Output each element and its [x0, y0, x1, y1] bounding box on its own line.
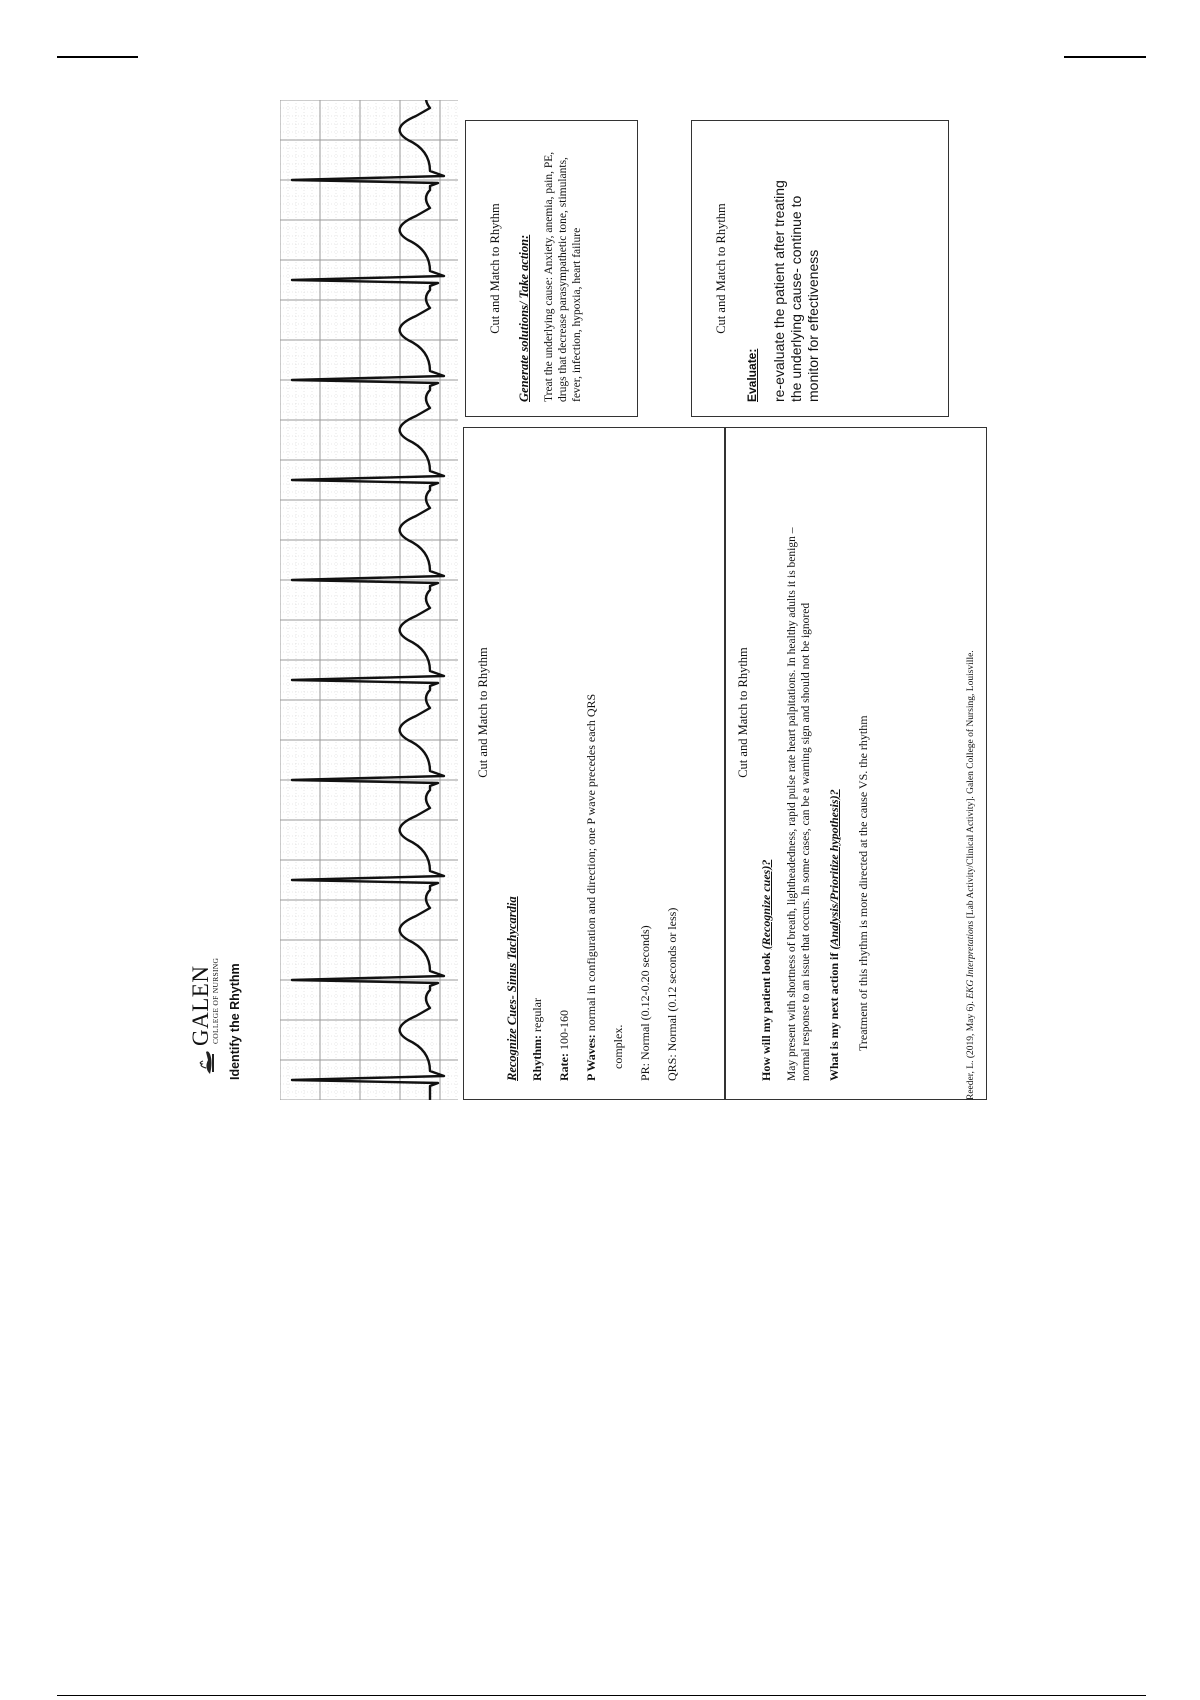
recognize-cues-card	[463, 427, 725, 1100]
logo-wordmark: GALEN	[188, 965, 213, 1046]
recognize-cues-cue: (Recognize cues)?	[759, 859, 773, 950]
pwaves-label: P Waves:	[584, 1034, 598, 1081]
analyze-card	[725, 427, 987, 1100]
galen-logo	[190, 930, 222, 1080]
card-heading: Evaluate:	[745, 348, 759, 402]
ekg-rhythm-strip	[280, 100, 458, 1100]
pwaves-continued: complex.	[611, 1024, 625, 1069]
rotated-worksheet	[190, 100, 990, 1100]
patient-presentation: May present with shortness of breath, lightheadedness, rapid pulse rate heart palpitations. In healthy adults it is benign – normal response to an issue that occurs. In some cases, can be a warning sign and should not be ignored	[786, 527, 812, 1081]
evaluate-card	[691, 120, 949, 417]
card-tag: Cut and Match to Rhythm	[736, 647, 750, 778]
question-next-action: What is my next action if	[827, 949, 841, 1081]
citation-prefix: Reeder, L. (2019, May 6).	[966, 998, 976, 1100]
rhythm-label: Rhythm:	[530, 1034, 544, 1081]
card-tag: Cut and Match to Rhythm	[714, 203, 728, 334]
question-patient-look: How will my patient look	[759, 949, 773, 1081]
pr-interval: PR: Normal (0.12-0.20 seconds)	[638, 925, 652, 1081]
rate-value: 100-160	[557, 1010, 571, 1051]
card-tag: Cut and Match to Rhythm	[476, 647, 490, 778]
worksheet-heading: Identify the Rhythm	[228, 963, 242, 1080]
generate-solutions-card	[465, 120, 638, 417]
top-left-rule	[57, 56, 138, 58]
qrs-duration: QRS: Normal (0.12 seconds or less)	[665, 907, 679, 1081]
citation-title: EKG Interpretations	[966, 920, 976, 999]
card-heading: Recognize Cues- Sinus Tachycardia	[505, 896, 519, 1081]
logo-subtitle: COLLEGE OF NURSING	[211, 957, 220, 1044]
card-heading: Generate solutions/ Take action:	[517, 234, 531, 402]
card-tag: Cut and Match to Rhythm	[488, 203, 502, 334]
citation-suffix: [Lab Activity/Clinical Activity]. Galen College of Nursing, Louisville.	[966, 650, 976, 921]
pwaves-value: normal in configuration and direction; one P wave precedes each QRS	[584, 693, 598, 1032]
rate-label: Rate:	[557, 1053, 571, 1081]
citation	[966, 100, 976, 1100]
analysis-cue: (Analysis/Prioritize hypothesis)?	[827, 789, 841, 950]
ekg-grid	[280, 100, 458, 1100]
bottom-rule	[57, 1695, 1146, 1696]
solutions-text: Treat the underlying cause: Anxiety, anemia, pain, PE, drugs that decrease parasympathetic tone, stimulants, fever, infection, hypoxia, heart failure	[543, 151, 583, 402]
evaluate-text: re-evaluate the patient after treating the underlying cause- continue to monitor for effectiveness	[771, 180, 821, 402]
rhythm-value: regular	[530, 998, 544, 1032]
top-right-rule	[1064, 56, 1146, 58]
lamp-icon	[196, 1048, 216, 1076]
treatment-note: Treatment of this rhythm is more directed at the cause VS. the rhythm	[856, 715, 870, 1051]
